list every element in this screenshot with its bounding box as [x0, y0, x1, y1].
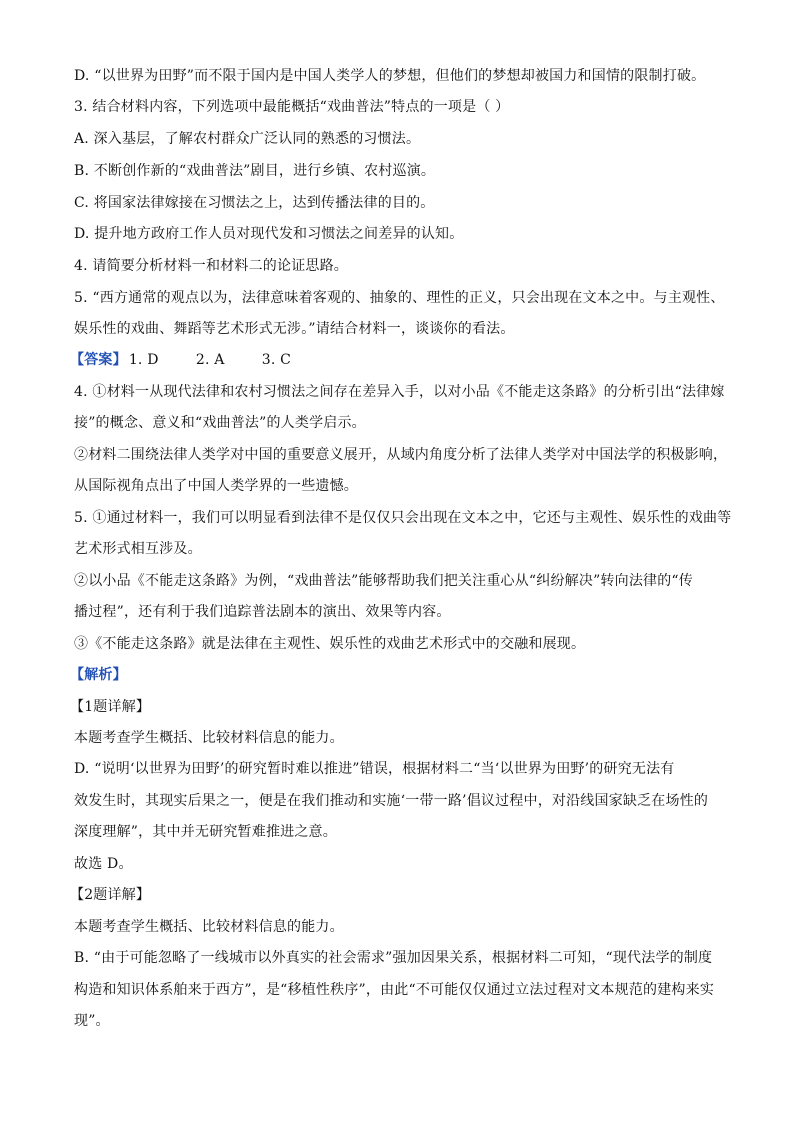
question-3-option-b: B. 不断创作新的“戏曲普法”剧目，进行乡镇、农村巡演。 [74, 163, 436, 179]
question-3-option-c: C. 将国家法律嫁接在习惯法之上，达到传播法律的目的。 [74, 195, 435, 211]
answer-4-line-1: 4. ①材料一从现代法律和农村习惯法之间存在差异入手，以对小品《不能走这条路》的分析引出“法律嫁 [74, 384, 725, 400]
detail-1-line-4: 深度理解”，其中并无研究暂难推进之意。 [74, 824, 337, 840]
answer-row [70, 350, 291, 370]
answer-label: 【答案】 [70, 352, 127, 368]
answer-5-line-5: ③《不能走这条路》就是法律在主观性、娱乐性的戏曲艺术形式中的交融和展现。 [74, 636, 586, 652]
detail-2-line-3: 构造和知识体系舶来于西方”，是“移植性秩序”，由此“不可能仅仅通过立法过程对文本规范的建构来实 [74, 982, 715, 998]
detail-2-line-4: 现”。 [74, 1013, 110, 1029]
question-5-stem-line-2: 娱乐性的戏曲、舞蹈等艺术形式无涉。”请结合材料一，谈谈你的看法。 [74, 321, 515, 337]
detail-1-line-2: D. “说明‘以世界为田野’的研究暂时难以推进”错误，根据材料二“当‘以世界为田野’的研究无法有 [74, 761, 675, 777]
detail-2-line-1: 本题考查学生概括、比较材料信息的能力。 [74, 919, 344, 935]
detail-1-line-3: 效发生时，其现实后果之一，便是在我们推动和实施‘一带一路’倡议过程中，对沿线国家缺乏在场性的 [74, 793, 709, 809]
question-3-stem: 3. 结合材料内容，下列选项中最能概括“戏曲普法”特点的一项是（ ） [74, 99, 510, 115]
option-d-previous: D. “以世界为田野”而不限于国内是中国人类学人的梦想，但他们的梦想却被国力和国情的限制打破。 [74, 68, 706, 84]
answer-value: 1. D 2. A 3. C [128, 352, 292, 368]
answer-5-line-4: 播过程”，还有利于我们追踪普法剧本的演出、效果等内容。 [74, 604, 451, 620]
question-4-stem: 4. 请简要分析材料一和材料二的论证思路。 [74, 258, 349, 274]
detail-1-label: 【1题详解】 [70, 699, 151, 715]
analysis-label: 【解析】 [70, 667, 127, 683]
answer-4-line-3: ②材料二围绕法律人类学对中国的重要意义展开，从域内角度分析了法律人类学对中国法学的积极影响， [74, 447, 728, 463]
answer-4-line-2: 接”的概念、意义和“戏曲普法”的人类学启示。 [74, 415, 366, 431]
answer-4-line-4: 从国际视角点出了中国人类学界的一些遗憾。 [74, 478, 358, 494]
detail-2-line-2: B. “由于可能忽略了一线城市以外真实的社会需求”强加因果关系，根据材料二可知，“现代法学的制度 [74, 950, 713, 966]
question-5-stem-line-1: 5. “西方通常的观点以为，法律意味着客观的、抽象的、理性的正义，只会出现在文本之中。与主观性、 [74, 290, 725, 306]
detail-1-line-5: 故选 D。 [74, 856, 133, 872]
question-3-option-d: D. 提升地方政府工作人员对现代发和习惯法之间差异的认知。 [74, 226, 464, 242]
question-3-option-a: A. 深入基层，了解农村群众广泛认同的熟悉的习惯法。 [74, 131, 421, 147]
answer-5-line-1: 5. ①通过材料一，我们可以明显看到法律不是仅仅只会出现在文本之中，它还与主观性、娱乐性的戏曲等 [74, 510, 732, 526]
answer-5-line-3: ②以小品《不能走这条路》为例，“戏曲普法”能够帮助我们把关注重心从“纠纷解决”转向法律的“传 [74, 573, 693, 589]
detail-1-line-1: 本题考查学生概括、比较材料信息的能力。 [74, 730, 344, 746]
detail-2-label: 【2题详解】 [70, 887, 151, 903]
answer-5-line-2: 艺术形式相互涉及。 [74, 541, 202, 557]
